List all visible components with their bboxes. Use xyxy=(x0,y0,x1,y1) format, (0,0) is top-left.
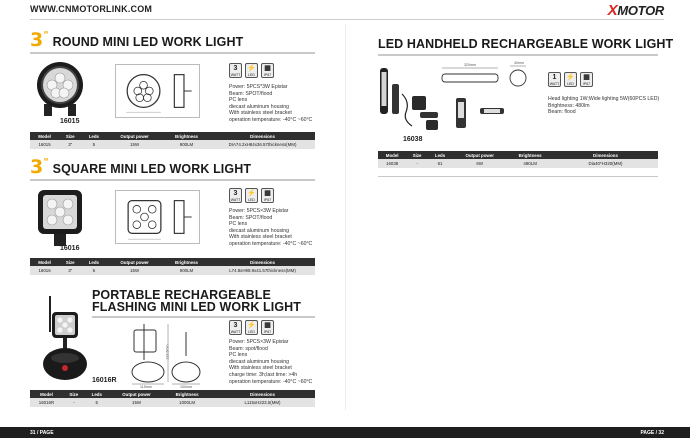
handheld-model-label: 16038 xyxy=(403,136,423,143)
brand-logo xyxy=(608,2,664,19)
portable-specs: Power: 5PCS×3W Epistar Beam: spot/flood PC lens diecast aluminum housing With stainless steel bracket charge time: 3h;last time: >4h operation temperature: -40°C ~60°C xyxy=(229,339,313,385)
footer-bar xyxy=(0,427,690,438)
lightning-icon: ⚡ LED xyxy=(245,320,258,335)
square-model-label: 16016 xyxy=(60,245,80,252)
portable-feature-icons xyxy=(229,320,274,335)
table-row: 16015 3" 5 15W 900LM DIA74.2xH84x36.57thickness(MM) xyxy=(30,140,315,149)
handheld-dimension-drawing xyxy=(440,62,536,132)
round-feature-icons xyxy=(229,63,274,78)
lightning-icon: ⚡ LED xyxy=(245,188,258,203)
ip-rating-icon: ▦ IP67 xyxy=(261,188,274,203)
table-header-row: Model Size Leds Output power Brightness Dimensions xyxy=(378,151,658,159)
table-row: 16038 - 61 6W 480LM Dia40*H320(MM) xyxy=(378,159,658,168)
square-light-photo xyxy=(36,188,84,246)
portable-title-rule xyxy=(92,316,315,318)
handheld-dim-length: 320mm xyxy=(464,63,476,67)
portable-model-label: 16016R xyxy=(92,377,117,384)
square-spec-table xyxy=(30,258,315,275)
brand-x: X xyxy=(607,2,618,19)
table-header-row: Model Size Leds Output power Brightness Dimensions xyxy=(30,258,315,266)
square-section-title: 3" SQUARE MINI LED WORK LIGHT xyxy=(30,156,252,178)
square-feature-icons xyxy=(229,188,274,203)
portable-light-photo xyxy=(32,294,90,384)
page-number-left: 31 / PAGE xyxy=(30,430,54,436)
handheld-dim-diameter: 40mm xyxy=(514,61,524,65)
portable-dim-height: 223.5mm xyxy=(165,344,170,360)
square-size: 3" xyxy=(30,156,49,178)
handheld-title-rule xyxy=(378,54,658,56)
brand-name: MOTOR xyxy=(617,3,664,18)
watt-icon: 3 WATT xyxy=(230,322,241,334)
watt-icon: 3 WATT xyxy=(230,65,241,77)
handheld-specs: Head lighting 1W;Wide lighting 5W(60PCS LED) Brightness: 480lm Beam: flood xyxy=(548,96,660,116)
handheld-light-photo xyxy=(374,62,446,138)
handheld-spec-table xyxy=(378,151,658,168)
ip-rating-icon: ▦ IP67 xyxy=(580,72,593,87)
portable-spec-table xyxy=(30,390,315,407)
square-specs: Power: 5PCS×3W Epistar Beam: SPOT/flood PC lens diecast aluminum housing With stainless steel bracket operation temperature: -40°C ~60°C xyxy=(229,208,313,247)
ip-rating-icon: ▦ IP67 xyxy=(261,63,274,78)
handheld-section-title: LED HANDHELD RECHARGEABLE WORK LIGHT xyxy=(378,37,674,51)
handheld-bottom-rule xyxy=(378,176,658,177)
round-spec-table xyxy=(30,132,315,149)
round-specs: Power: 5PCS*3W Epistar Beam: SPOT/flood PC lens diecast aluminum housing With stainless steel bracket operation temperature: -40°C ~60°C xyxy=(229,84,313,123)
round-section-title: 3" ROUND MINI LED WORK LIGHT xyxy=(30,29,244,51)
handheld-feature-icons xyxy=(548,72,593,87)
lightning-icon: ⚡ LED xyxy=(564,72,577,87)
table-header-row: Model Size Leds Output power Brightness Dimensions xyxy=(30,390,315,398)
portable-dim-width: 115mm xyxy=(140,385,152,389)
square-title-rule xyxy=(30,179,315,181)
page-number-right: PAGE / 32 xyxy=(640,430,664,436)
portable-dim-base: 100mm xyxy=(180,385,192,389)
round-light-photo xyxy=(36,60,84,118)
table-row: 16016 3" 5 15W 900LM L74.8xH98.9x41.57thickness(MM) xyxy=(30,266,315,275)
site-url: WWW.CNMOTORLINK.COM xyxy=(30,4,153,14)
table-row: 16016R - 5 15W 1000LM L115xH223.5(MM) xyxy=(30,398,315,407)
ip-rating-icon: ▦ IP67 xyxy=(261,320,274,335)
round-size: 3" xyxy=(30,29,49,51)
header-rule xyxy=(30,19,664,20)
round-dimension-drawing xyxy=(115,64,200,118)
round-model-label: 16015 xyxy=(60,118,80,125)
page-spine xyxy=(345,24,346,410)
watt-icon: 3 WATT xyxy=(230,190,241,202)
portable-section-title: PORTABLE RECHARGEABLE FLASHING MINI LED WORK LIGHT xyxy=(92,288,302,314)
round-title-rule xyxy=(30,52,315,54)
watt-icon: 1 WATT xyxy=(549,74,560,86)
square-dimension-drawing xyxy=(115,190,200,244)
lightning-icon: ⚡ LED xyxy=(245,63,258,78)
table-header-row: Model Size Leds Output power Brightness Dimensions xyxy=(30,132,315,140)
